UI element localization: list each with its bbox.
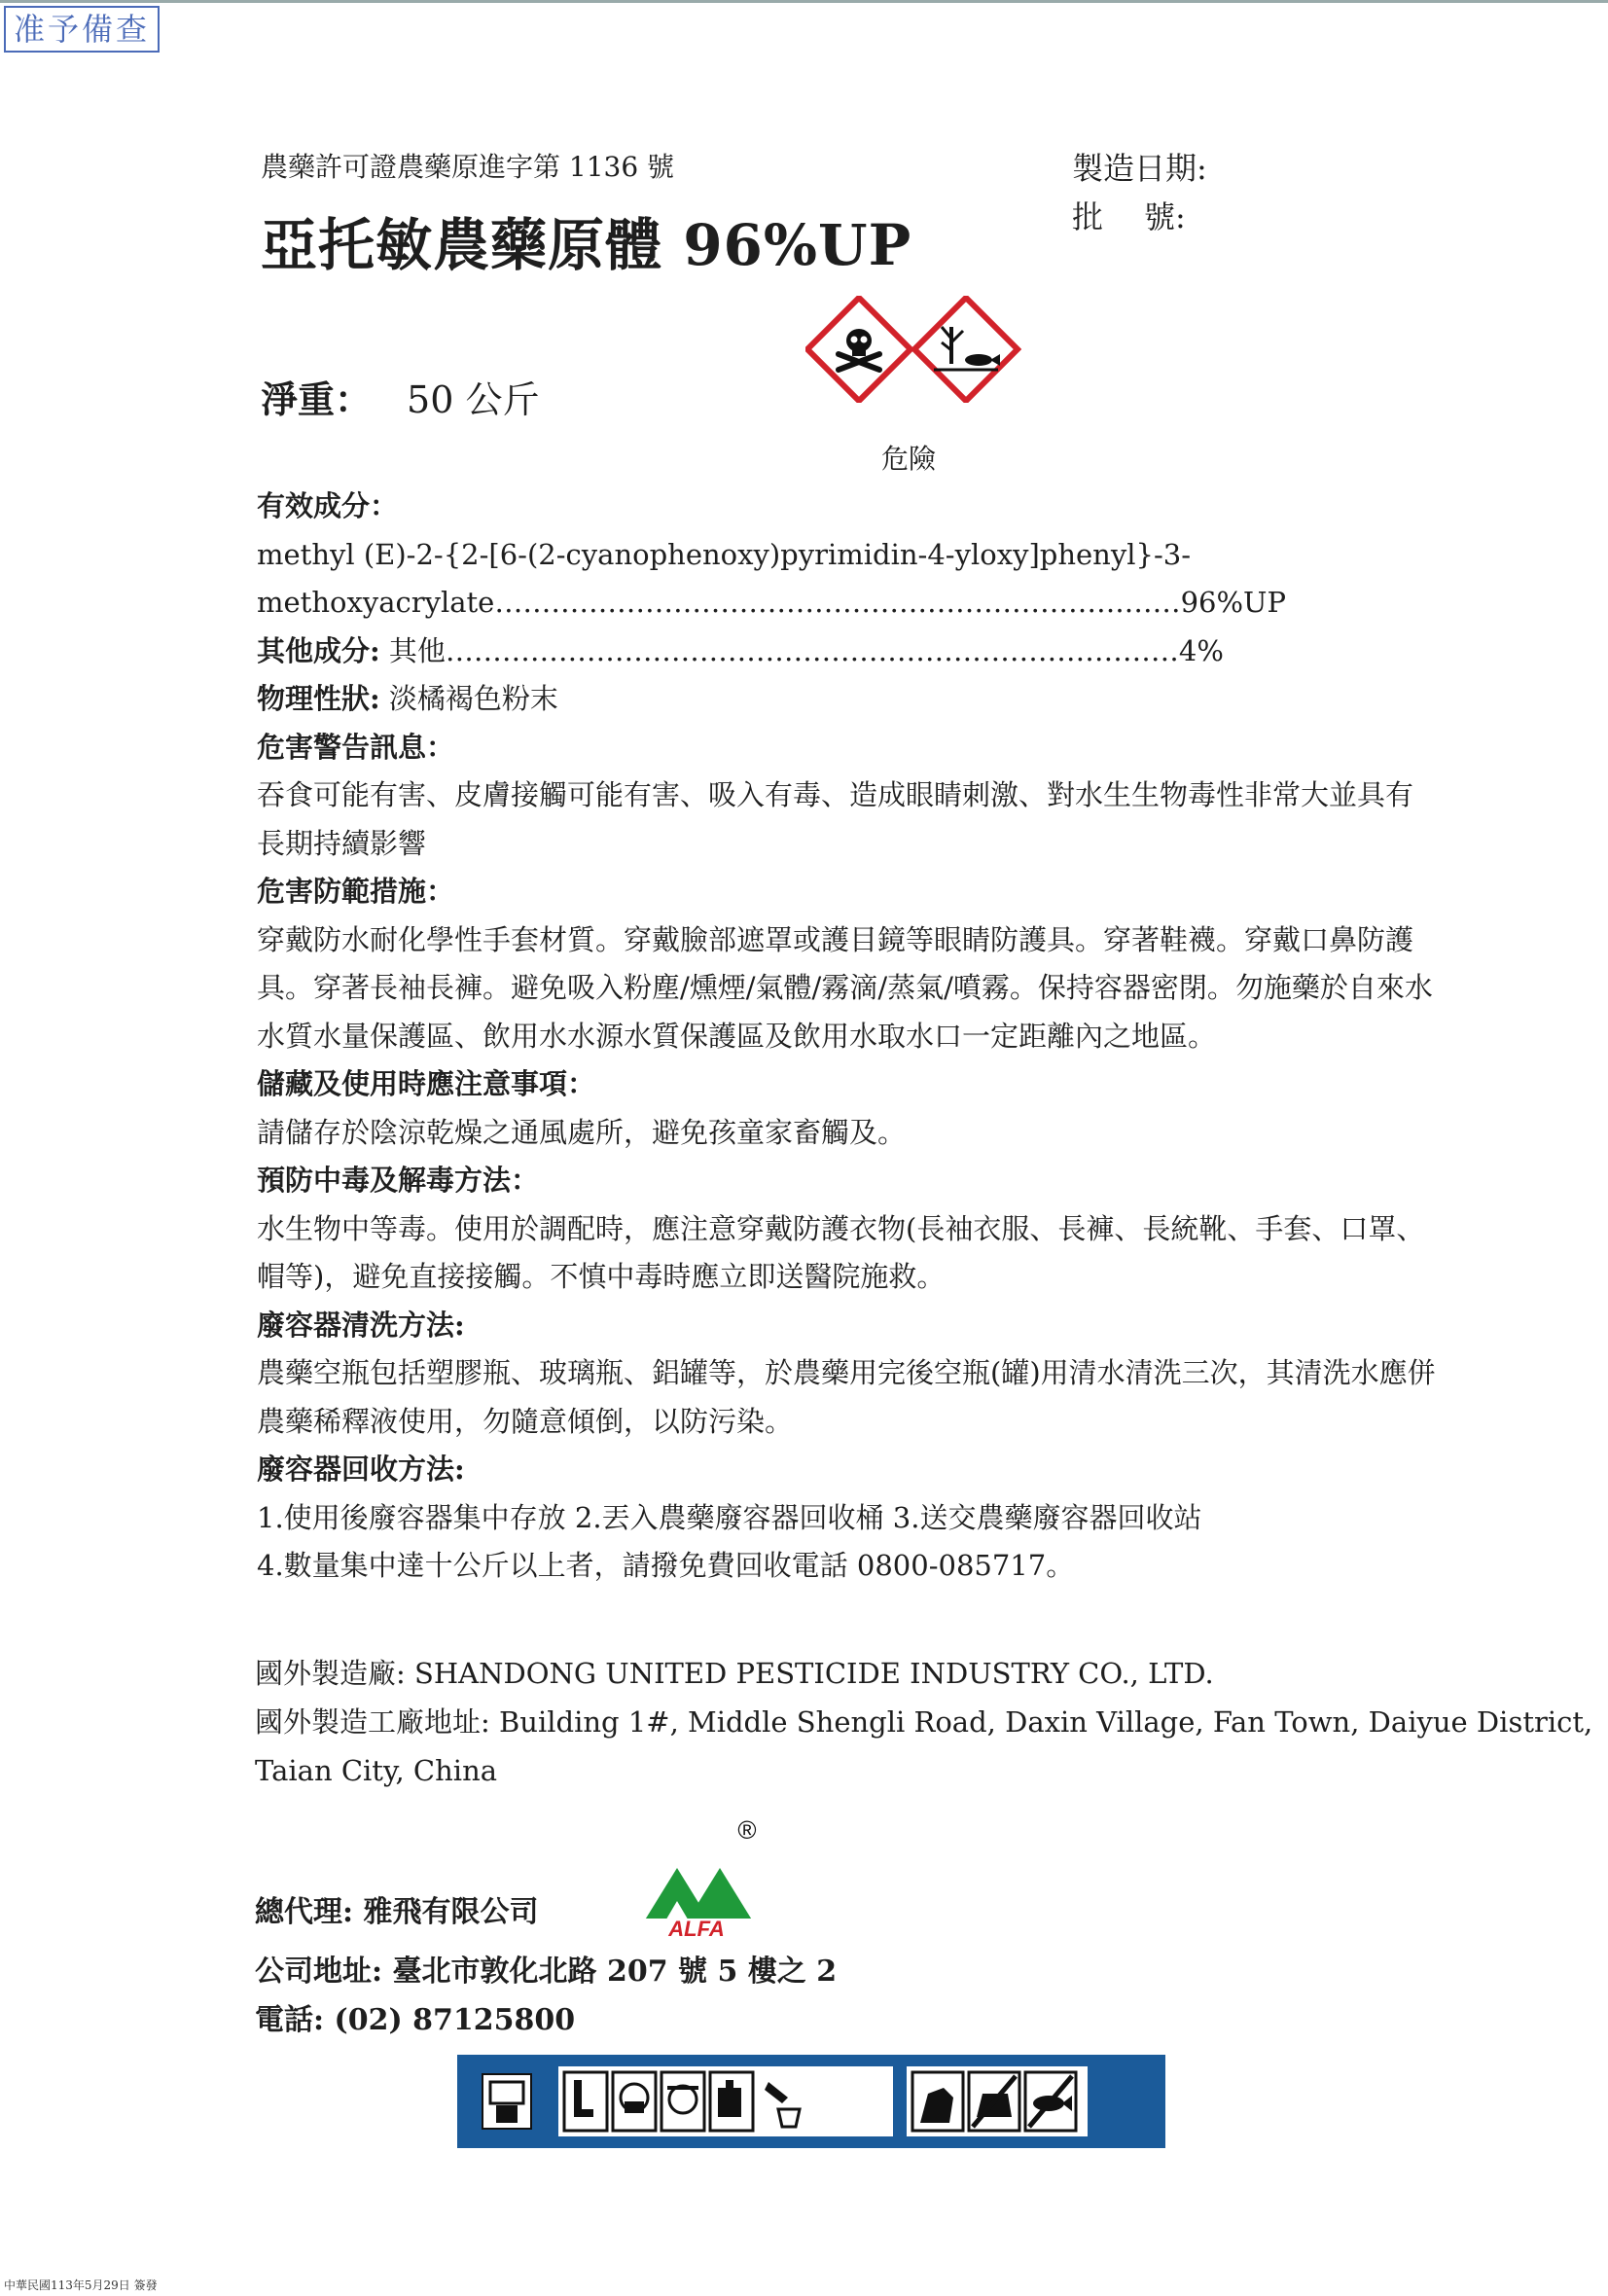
body-text-line: 長期持續影響 bbox=[257, 826, 427, 860]
manufacturer-address-cont: Taian City, China bbox=[255, 1754, 498, 1787]
approval-stamp: 准予備查 bbox=[4, 6, 160, 53]
net-weight-value: 50 公斤 bbox=[407, 378, 540, 421]
face-mask-icon bbox=[613, 2072, 656, 2131]
manufacture-date-label: 製造日期: bbox=[1072, 150, 1207, 187]
body-text-line: methoxyacrylate………………………………………………………….……96%UP bbox=[257, 586, 1286, 619]
hazard-pictograms bbox=[805, 296, 1021, 403]
permit-number: 農藥許可證農藥原進字第 1136 號 bbox=[261, 151, 675, 183]
section-heading: 廢容器回收方法: bbox=[257, 1453, 465, 1486]
body-text-line: 水質水量保護區、飲用水水源水質保護區及飲用水取水口一定距離內之地區。 bbox=[257, 1019, 1217, 1053]
body-text-line: 吞食可能有害、皮膚接觸可能有害、吸入有毒、造成眼睛刺激、對水生生物毒性非常大並具有 bbox=[257, 778, 1414, 811]
gloves-icon bbox=[710, 2072, 753, 2131]
top-border-line bbox=[0, 0, 1608, 3]
body-text-line: 請儲存於陰涼乾燥之通風處所，避免孩童家畜觸及。 bbox=[257, 1115, 907, 1149]
body-text-line: 4.數量集中達十公斤以上者，請撥免費回收電話 0800-085717。 bbox=[257, 1549, 1075, 1582]
company-phone: 電話: (02) 87125800 bbox=[255, 2003, 576, 2037]
alfa-logo bbox=[628, 1810, 767, 1965]
no-livestock-icon bbox=[969, 2072, 1019, 2131]
line-value: 其他……………………………………………………………………4% bbox=[379, 633, 1224, 667]
face-shield-icon bbox=[661, 2072, 704, 2131]
line-label: 其他成分: bbox=[257, 633, 380, 667]
company-contact bbox=[255, 1948, 837, 2045]
skull-crossbones-icon bbox=[807, 298, 911, 401]
manufacturer-info bbox=[255, 1649, 1592, 1795]
section-heading: 預防中毒及解毒方法： bbox=[257, 1164, 540, 1197]
logo-text: ALFA bbox=[668, 1917, 725, 1941]
product-title: 亞托敏農藥原體 96%UP bbox=[261, 212, 912, 278]
environment-hazard-icon bbox=[914, 298, 1018, 401]
safety-pictogram-strip bbox=[457, 2055, 1165, 2148]
issue-date-footer: 中華民國113年5月29日 簽發 bbox=[4, 2278, 158, 2292]
body-text-line: 農藥空瓶包括塑膠瓶、玻璃瓶、鋁罐等，於農藥用完後空瓶(罐)用清水清洗三次，其清洗水應併 bbox=[257, 1356, 1436, 1389]
agent-label: 總代理: bbox=[255, 1895, 354, 1929]
net-weight-label: 淨重： bbox=[261, 377, 373, 421]
body-text-line: 帽等)，避免直接接觸。不慎中毒時應立即送醫院施救。 bbox=[257, 1260, 946, 1293]
section-heading: 危害防範措施： bbox=[257, 875, 455, 908]
body-text-line: 具。穿著長袖長褲。避免吸入粉塵/燻煙/氣體/霧滴/蒸氣/噴霧。保持容器密閉。勿施藥於自來水 bbox=[257, 971, 1433, 1004]
manufacturer-address: 國外製造工廠地址: Building 1#, Middle Shengli Road, Daxin Village, Fan Town, Daiyue District, bbox=[255, 1705, 1593, 1739]
agent bbox=[255, 1887, 539, 1930]
section-heading: 廢容器清洗方法: bbox=[257, 1308, 465, 1342]
line-label: 物理性狀: bbox=[257, 682, 380, 715]
store-locked-icon bbox=[482, 2074, 531, 2129]
body-text-line: 穿戴防水耐化學性手套材質。穿戴臉部遮罩或護目鏡等眼睛防護具。穿著鞋襪。穿戴口鼻防護 bbox=[257, 922, 1414, 956]
labeled-line bbox=[257, 628, 1502, 676]
section-heading: 儲藏及使用時應注意事項： bbox=[257, 1067, 596, 1100]
company-address: 公司地址: 臺北市敦化北路 207 號 5 樓之 2 bbox=[255, 1955, 838, 1989]
harmful-animals-icon bbox=[912, 2072, 963, 2131]
harmful-fish-icon bbox=[1025, 2072, 1076, 2131]
agent-value: 雅飛有限公司 bbox=[353, 1895, 539, 1929]
body-text-line: methyl (E)-2-{2-[6-(2-cyanophenoxy)pyrimidin-4-yloxy]phenyl}-3- bbox=[257, 537, 1192, 571]
label-body bbox=[257, 483, 1502, 1591]
registered-mark: ® bbox=[737, 1815, 757, 1845]
line-value: 淡橘褐色粉末 bbox=[379, 682, 558, 715]
net-weight bbox=[261, 370, 539, 423]
body-text-line: 農藥稀釋液使用，勿隨意傾倒，以防污染。 bbox=[257, 1404, 794, 1438]
section-heading: 有效成分： bbox=[257, 489, 399, 522]
signal-word: 危險 bbox=[881, 443, 937, 475]
labeled-line bbox=[257, 675, 1502, 724]
boots-icon bbox=[564, 2072, 607, 2131]
body-text-line: 1.使用後廢容器集中存放 2.丟入農藥廢容器回收桶 3.送交農藥廢容器回收站 bbox=[257, 1500, 1202, 1534]
section-heading: 危害警告訊息： bbox=[257, 730, 455, 764]
body-text-line: 水生物中等毒。使用於調配時，應注意穿戴防護衣物(長袖衣服、長褲、長統靴、手套、口罩、 bbox=[257, 1211, 1425, 1245]
batch-number-label: 批號: bbox=[1072, 198, 1186, 235]
manufacturer-name: 國外製造廠: SHANDONG UNITED PESTICIDE INDUSTRY CO., LTD. bbox=[255, 1657, 1214, 1690]
manufacture-info bbox=[1072, 144, 1207, 241]
